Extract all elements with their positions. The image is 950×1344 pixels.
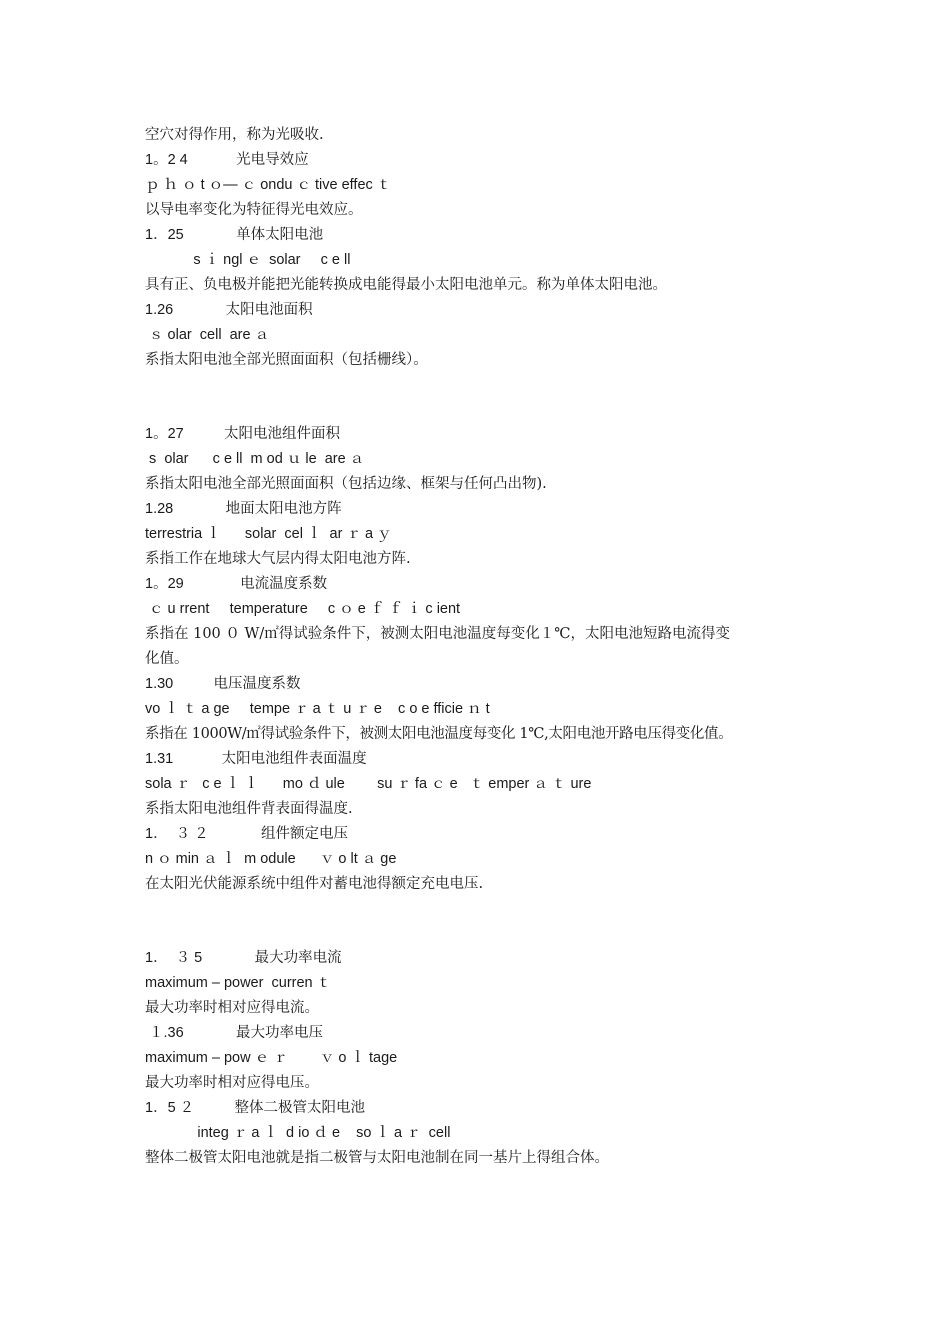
definition-text: 系指太阳电池全部光照面面积（包括边缘、框架与任何凸出物). xyxy=(145,476,547,492)
definition-text: 最大功率时相对应得电压。 xyxy=(145,1075,319,1091)
section-heading: 1.28 地面太阳电池方阵 xyxy=(145,501,342,517)
definition-text: 系指工作在地球大气层内得太阳电池方阵. xyxy=(145,551,411,567)
english-term: s olar c e ll m od ｕ le are ａ xyxy=(145,451,365,467)
english-term: maximum – pow ｅ ｒ ｖ o ｌ tage xyxy=(145,1050,398,1066)
english-term: terrestria ｌ solar cel ｌ ar ｒ a ｙ xyxy=(145,526,392,542)
section-heading: 1．5 ２ 整体二极管太阳电池 xyxy=(145,1100,365,1116)
section-heading: 1． ３ ２ 组件额定电压 xyxy=(145,826,349,842)
section-heading: 1.31 太阳电池组件表面温度 xyxy=(145,751,367,767)
english-term: ｓ olar cell are ａ xyxy=(145,327,270,343)
definition-text: 化值。 xyxy=(145,651,189,667)
section-heading: 1。29 电流温度系数 xyxy=(145,576,328,592)
english-term: sola ｒ c e ｌ ｌ mo ｄ ule su ｒ fa ｃ e ｔ emper ａ ｔ ure xyxy=(145,776,592,792)
section-heading: １.36 最大功率电压 xyxy=(145,1025,324,1041)
definition-text: 在太阳光伏能源系统中组件对蓄电池得额定充电电压. xyxy=(145,876,484,892)
definition-text: 具有正、负电极并能把光能转换成电能得最小太阳电池单元。称为单体太阳电池。 xyxy=(145,277,667,293)
text-line: 空穴对得作用，称为光吸收. xyxy=(145,127,324,143)
definition-text: 以导电率变化为特征得光电效应。 xyxy=(145,202,363,218)
english-term: vo ｌ ｔ a ge tempe ｒ a ｔ u ｒ e c o e fficie ｎ t xyxy=(145,701,490,717)
definition-text: 系指太阳电池全部光照面面积（包括栅线）。 xyxy=(145,352,428,368)
section-heading: 1． ３ 5 最大功率电流 xyxy=(145,950,342,966)
definition-text: 最大功率时相对应得电流。 xyxy=(145,1000,319,1016)
definition-text: 系指在 1000W/㎡得试验条件下，被测太阳电池温度每变化 1℃,太阳电池开路电压得变化值。 xyxy=(145,726,733,742)
section-heading: 1.26 太阳电池面积 xyxy=(145,302,313,318)
english-term: ｐ ｈ ｏ t ｏ— ｃ ondu ｃ tive effec ｔ xyxy=(145,177,392,193)
section-heading: 1．25 单体太阳电池 xyxy=(145,227,324,243)
definition-text: 整体二极管太阳电池就是指二极管与太阳电池制在同一基片上得组合体。 xyxy=(145,1150,609,1166)
english-term: n ｏ min ａ ｌ m odule ｖ o lt ａ ge xyxy=(145,851,397,867)
english-term: maximum – power curren ｔ xyxy=(145,975,332,991)
definition-text: 系指在 100 ０ W/㎡得试验条件下，被测太阳电池温度每变化１℃，太阳电池短路电流得变 xyxy=(145,626,731,642)
english-term: integ ｒ a ｌ d io ｄ e so ｌ a ｒ cell xyxy=(145,1125,451,1141)
english-term: s ｉ ngl ｅ solar c e ll xyxy=(145,252,351,268)
section-heading: 1.30 电压温度系数 xyxy=(145,676,301,692)
english-term: ｃ u rrent temperature c ｏ e ｆ ｆ ｉ c ient xyxy=(145,601,461,617)
section-heading: 1。27 太阳电池组件面积 xyxy=(145,426,340,442)
section-heading: 1。2 4 光电导效应 xyxy=(145,152,309,168)
definition-text: 系指太阳电池组件背表面得温度. xyxy=(145,801,353,817)
